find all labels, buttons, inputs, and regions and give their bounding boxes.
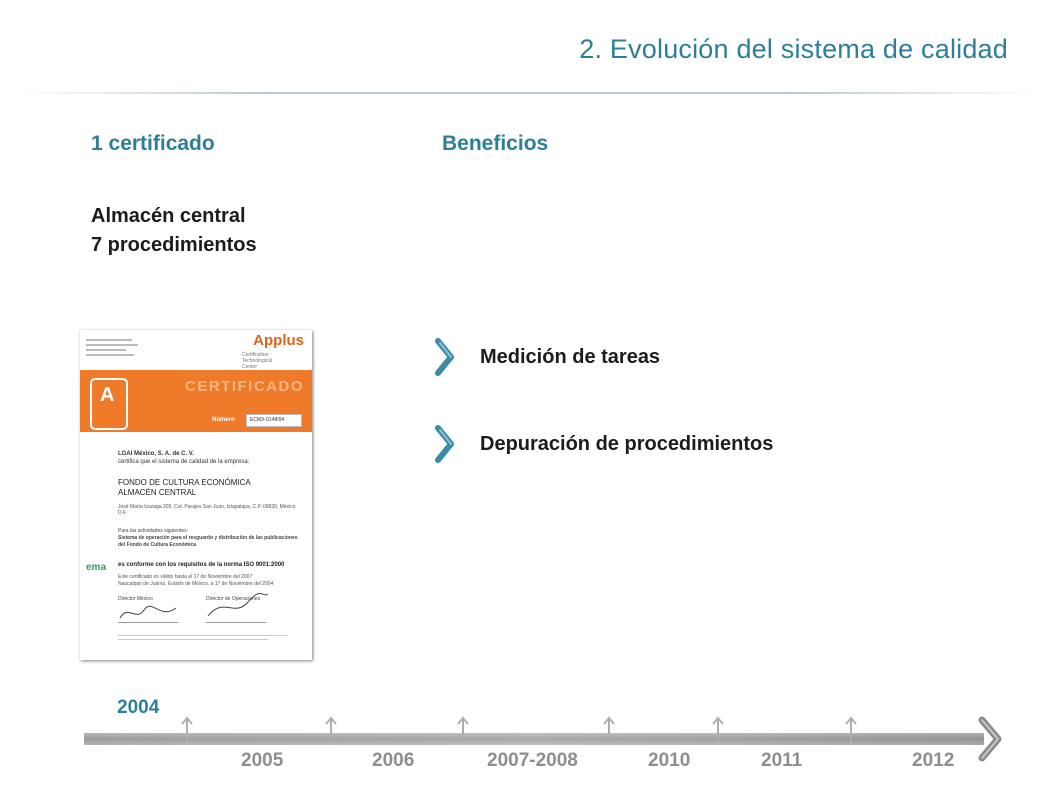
cert-dates: Este certificado es válido hasta el 17 de Noviembre del 2007 Naucalpan de Juárez, Estado de México, a 17 de Noviembre del 2004 [118,574,274,587]
cert-footnote-lines [118,632,298,643]
cert-iso-line: es conforme con los requisitos de la norma ISO 9001:2000 [118,562,285,568]
timeline-year-2005: 2005 [241,750,284,771]
timeline-year-2006: 2006 [372,750,415,771]
ema-logo: ema [86,562,107,573]
benefits-heading: Beneficios [442,132,549,155]
benefit-label: Medición de tareas [480,345,661,368]
cert-header-lines [86,336,138,359]
signature-line-right [206,622,266,623]
applus-logo-sub: Certification Technological Center [242,352,273,370]
cert-organization: FONDO DE CULTURA ECONÓMICA ALMACÉN CENTRAL [118,478,251,497]
cert-address: José María Izazaga 205, Col. Parajes San Juan, Iztapalapa, C.P. 09830, México D.F. [118,504,296,516]
certificate-image [80,330,312,660]
benefit-label: Depuración de procedimientos [480,432,774,455]
cert-number-value: ECMX-0148/04 [246,414,302,427]
signature-right-icon [204,592,274,622]
chevron-right-icon [432,337,458,377]
slide-title: 2. Evolución del sistema de calidad [579,34,1008,64]
signature-left-icon [116,602,186,624]
applus-logo: Applus [253,332,304,349]
left-body-line-2: 7 procedimientos [91,234,257,256]
benefit-item-1 [432,337,660,377]
cert-number-label: Número [212,417,235,423]
left-body-line-1: Almacén central [91,205,246,227]
left-heading: 1 certificado [91,132,215,155]
cert-signer-right: Director de Operaciones [206,596,261,602]
cert-badge-icon: A [90,378,128,430]
signature-line-left [118,622,178,623]
title-divider [20,92,1038,94]
cert-activities: Para las actividades siguientes: Sistema de operación para el resguardo y distribución de las publicaciones del Fondo de Cultura Económica [118,528,298,548]
cert-heading: CERTIFICADO [185,378,304,395]
timeline-bar [0,700,1058,794]
cert-signer-left: Director México [118,596,153,602]
timeline-year-2012: 2012 [912,750,955,771]
chevron-right-icon [432,424,458,464]
benefit-item-2 [432,424,773,464]
timeline-year-2010: 2010 [648,750,691,771]
cert-company: LGAI México, S. A. de C. V. certifica que el sistema de calidad de la empresa: [118,451,250,465]
timeline-year-2007-2008: 2007-2008 [487,750,578,771]
timeline-current-year: 2004 [117,697,160,718]
left-body [91,202,257,260]
timeline-year-2011: 2011 [761,750,803,771]
